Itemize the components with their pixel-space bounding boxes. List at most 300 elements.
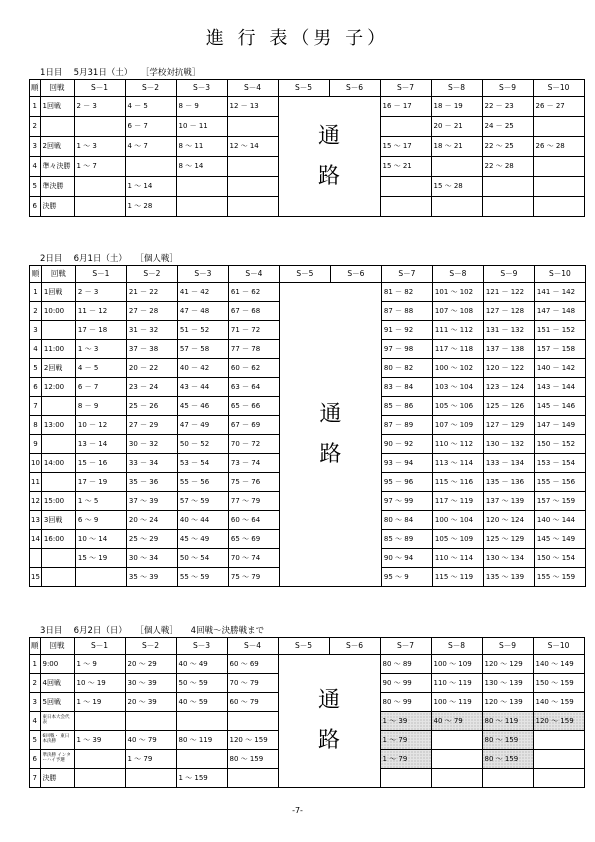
match-cell — [380, 197, 431, 217]
match-cell: 133 － 134 — [483, 454, 534, 473]
match-cell: 137 ～ 139 — [483, 492, 534, 511]
match-cell: 155 － 156 — [534, 473, 585, 492]
match-cell: 40 － 42 — [177, 359, 228, 378]
match-cell — [431, 197, 482, 217]
match-cell: 20 ～ 29 — [125, 655, 176, 674]
match-cell: 50 ～ 59 — [176, 674, 227, 693]
match-cell: 80 ～ 119 — [482, 712, 533, 731]
match-cell: 53 － 54 — [177, 454, 228, 473]
match-cell: 135 － 136 — [483, 473, 534, 492]
match-cell: 107 ～ 108 — [432, 302, 483, 321]
round-cell: 13:00 — [41, 416, 75, 435]
match-cell: 23 － 24 — [126, 378, 177, 397]
passage-char: 通 — [317, 123, 340, 149]
match-cell: 90 ～ 99 — [380, 674, 431, 693]
match-cell: 85 － 86 — [381, 397, 432, 416]
order-cell: 10 — [30, 454, 42, 473]
match-cell: 26 ～ 28 — [533, 137, 584, 157]
match-cell: 35 ～ 39 — [126, 568, 177, 587]
match-cell: 2 － 3 — [74, 97, 125, 117]
match-cell: 150 ～ 159 — [533, 674, 584, 693]
match-cell: 140 － 142 — [534, 359, 585, 378]
match-cell: 77 － 78 — [228, 340, 279, 359]
header-row — [30, 266, 586, 283]
round-cell: 15:00 — [41, 492, 75, 511]
match-cell: 47 － 48 — [177, 302, 228, 321]
match-cell — [533, 117, 584, 137]
column-header: S－9 — [483, 266, 534, 283]
column-header: S－5 — [278, 638, 329, 655]
match-cell: 20 ～ 39 — [125, 693, 176, 712]
match-cell — [74, 769, 125, 788]
match-cell: 100 ～ 109 — [431, 655, 482, 674]
passage-char: 通 — [317, 688, 340, 714]
round-cell: 東日本大会代表 — [40, 712, 74, 731]
column-header: S－10 — [534, 266, 585, 283]
order-cell: 5 — [30, 177, 41, 197]
match-cell: 15 ～ 21 — [380, 157, 431, 177]
match-cell: 71 － 72 — [228, 321, 279, 340]
column-header: S－7 — [380, 638, 431, 655]
match-cell: 21 － 22 — [126, 283, 177, 302]
table-row — [30, 283, 586, 302]
match-cell: 83 － 84 — [381, 378, 432, 397]
match-cell: 97 － 98 — [381, 340, 432, 359]
order-cell: 7 — [30, 769, 41, 788]
match-cell: 2 － 3 — [75, 283, 126, 302]
match-cell — [227, 117, 278, 137]
match-cell: 1 ～ 7 — [74, 157, 125, 177]
match-cell: 27 － 29 — [126, 416, 177, 435]
match-cell: 10 － 11 — [176, 117, 227, 137]
match-cell: 110 ～ 119 — [431, 674, 482, 693]
match-cell: 117 ～ 119 — [432, 492, 483, 511]
column-header: S－10 — [533, 80, 584, 97]
match-cell: 80 ～ 159 — [482, 750, 533, 769]
match-cell: 47 － 49 — [177, 416, 228, 435]
match-cell — [75, 568, 126, 587]
column-header: 順 — [30, 638, 41, 655]
column-header: S－3 — [176, 80, 227, 97]
round-cell: 5回戦 — [40, 693, 74, 712]
column-header: S－3 — [176, 638, 227, 655]
match-cell: 15 ～ 17 — [380, 137, 431, 157]
round-cell: 14:00 — [41, 454, 75, 473]
column-header: S－2 — [125, 80, 176, 97]
order-cell: 3 — [30, 693, 41, 712]
match-cell: 113 ～ 114 — [432, 454, 483, 473]
table-row — [30, 97, 585, 117]
match-cell: 100 ～ 104 — [432, 511, 483, 530]
match-cell: 8 － 9 — [176, 97, 227, 117]
match-cell: 22 ～ 28 — [482, 157, 533, 177]
column-header: 回戦 — [41, 266, 75, 283]
day1-table — [29, 79, 585, 217]
table-row — [30, 655, 585, 674]
match-cell: 30 ～ 39 — [125, 674, 176, 693]
match-cell: 105 ～ 109 — [432, 530, 483, 549]
order-cell: 6 — [30, 750, 41, 769]
match-cell: 30 ～ 34 — [126, 549, 177, 568]
match-cell — [227, 712, 278, 731]
column-header: S－4 — [227, 80, 278, 97]
round-cell: 準決勝 — [40, 177, 74, 197]
round-cell: 1回戦 — [41, 283, 75, 302]
match-cell: 22 ～ 25 — [482, 137, 533, 157]
order-cell: 12 — [30, 492, 42, 511]
column-header: S－7 — [380, 80, 431, 97]
column-header: 順 — [30, 266, 42, 283]
match-cell: 8 ～ 14 — [176, 157, 227, 177]
match-cell: 1 ～ 79 — [380, 731, 431, 750]
match-cell: 40 ～ 49 — [176, 655, 227, 674]
match-cell: 117 ～ 118 — [432, 340, 483, 359]
order-cell: 7 — [30, 397, 42, 416]
match-cell: 140 ～ 149 — [533, 655, 584, 674]
match-cell: 57 ～ 59 — [177, 492, 228, 511]
round-cell: 3回戦 — [41, 511, 75, 530]
passage-block — [278, 655, 380, 788]
match-cell — [125, 157, 176, 177]
match-cell: 120 ～ 159 — [533, 712, 584, 731]
match-cell: 87 － 88 — [381, 302, 432, 321]
match-cell: 95 ～ 9 — [381, 568, 432, 587]
match-cell: 16 － 17 — [380, 97, 431, 117]
match-cell: 45 － 46 — [177, 397, 228, 416]
match-cell — [533, 197, 584, 217]
match-cell — [533, 157, 584, 177]
round-cell: 11:00 — [41, 340, 75, 359]
match-cell: 41 － 42 — [177, 283, 228, 302]
column-header: S－9 — [482, 80, 533, 97]
match-cell: 1 ～ 79 — [380, 750, 431, 769]
round-cell: 9:00 — [40, 655, 74, 674]
round-cell — [41, 321, 75, 340]
order-cell: 5 — [30, 731, 41, 750]
day3-header: 3日目 6月2日（日） ［個人戦］ 4回戦～決勝戦まで — [40, 626, 265, 636]
match-cell: 60 ～ 79 — [227, 693, 278, 712]
match-cell: 10 － 12 — [75, 416, 126, 435]
match-cell — [227, 769, 278, 788]
match-cell: 1 ～ 5 — [75, 492, 126, 511]
match-cell: 30 － 32 — [126, 435, 177, 454]
passage-block — [279, 283, 381, 587]
match-cell: 80 ～ 159 — [482, 731, 533, 750]
match-cell: 111 ～ 112 — [432, 321, 483, 340]
round-cell: 決勝 — [40, 769, 74, 788]
match-cell: 40 ～ 79 — [125, 731, 176, 750]
match-cell: 130 ～ 134 — [483, 549, 534, 568]
match-cell: 125 － 126 — [483, 397, 534, 416]
match-cell: 80 ～ 119 — [176, 731, 227, 750]
match-cell: 123 － 124 — [483, 378, 534, 397]
match-cell: 130 ～ 139 — [482, 674, 533, 693]
match-cell: 145 － 146 — [534, 397, 585, 416]
match-cell: 40 ～ 59 — [176, 693, 227, 712]
match-cell: 67 － 69 — [228, 416, 279, 435]
match-cell: 125 ～ 129 — [483, 530, 534, 549]
match-cell: 1 ～ 19 — [74, 693, 125, 712]
match-cell: 20 － 22 — [126, 359, 177, 378]
match-cell: 24 － 25 — [482, 117, 533, 137]
match-cell: 20 － 21 — [431, 117, 482, 137]
match-cell: 140 ～ 159 — [533, 693, 584, 712]
match-cell — [125, 712, 176, 731]
header-row — [30, 638, 585, 655]
match-cell: 13 － 14 — [75, 435, 126, 454]
match-cell: 90 ～ 94 — [381, 549, 432, 568]
round-cell: 決勝 — [40, 197, 74, 217]
match-cell: 35 － 36 — [126, 473, 177, 492]
order-cell: 2 — [30, 117, 41, 137]
order-cell: 1 — [30, 283, 42, 302]
order-cell: 1 — [30, 97, 41, 117]
column-header: S－3 — [177, 266, 228, 283]
order-cell: 2 — [30, 674, 41, 693]
match-cell — [74, 712, 125, 731]
column-header: 回戦 — [40, 638, 74, 655]
match-cell: 120 ～ 129 — [482, 655, 533, 674]
column-header: 回戦 — [40, 80, 74, 97]
match-cell: 15 ～ 19 — [75, 549, 126, 568]
match-cell: 15 － 16 — [75, 454, 126, 473]
match-cell: 25 － 26 — [126, 397, 177, 416]
match-cell — [380, 117, 431, 137]
round-cell: 4回戦 — [40, 674, 74, 693]
match-cell: 101 ～ 102 — [432, 283, 483, 302]
round-cell: 6回戦・ 東日本決勝 — [40, 731, 74, 750]
match-cell: 141 － 142 — [534, 283, 585, 302]
match-cell: 11 － 12 — [75, 302, 126, 321]
round-cell — [41, 473, 75, 492]
match-cell: 4 － 5 — [75, 359, 126, 378]
match-cell: 150 － 152 — [534, 435, 585, 454]
match-cell: 4 － 5 — [125, 97, 176, 117]
match-cell: 61 － 62 — [228, 283, 279, 302]
round-cell: 16:00 — [41, 530, 75, 549]
match-cell: 57 － 58 — [177, 340, 228, 359]
match-cell: 115 ～ 119 — [432, 568, 483, 587]
match-cell: 80 ～ 89 — [380, 655, 431, 674]
round-cell: 2回戦 — [41, 359, 75, 378]
order-cell: 2 — [30, 302, 42, 321]
order-cell: 4 — [30, 157, 41, 177]
match-cell: 10 ～ 19 — [74, 674, 125, 693]
match-cell — [482, 177, 533, 197]
match-cell — [533, 731, 584, 750]
column-header: S－2 — [126, 266, 177, 283]
match-cell: 37 － 38 — [126, 340, 177, 359]
match-cell — [227, 197, 278, 217]
match-cell: 153 － 154 — [534, 454, 585, 473]
day2-table — [29, 265, 586, 587]
match-cell: 1 ～ 39 — [74, 731, 125, 750]
match-cell: 93 － 94 — [381, 454, 432, 473]
match-cell — [431, 750, 482, 769]
match-cell: 130 － 132 — [483, 435, 534, 454]
column-header: S－8 — [431, 80, 482, 97]
column-header: S－7 — [381, 266, 432, 283]
order-cell: 14 — [30, 530, 42, 549]
match-cell: 127 － 128 — [483, 302, 534, 321]
match-cell: 43 － 44 — [177, 378, 228, 397]
match-cell: 100 ～ 102 — [432, 359, 483, 378]
match-cell: 73 － 74 — [228, 454, 279, 473]
round-cell: 準決勝 インターハイ予選 — [40, 750, 74, 769]
match-cell: 22 － 23 — [482, 97, 533, 117]
round-cell: 12:00 — [41, 378, 75, 397]
match-cell — [74, 177, 125, 197]
match-cell: 131 － 132 — [483, 321, 534, 340]
column-header: S－4 — [228, 266, 279, 283]
match-cell: 6 ～ 9 — [75, 511, 126, 530]
match-cell: 15 ～ 28 — [431, 177, 482, 197]
match-cell: 95 － 96 — [381, 473, 432, 492]
match-cell: 31 － 32 — [126, 321, 177, 340]
match-cell: 1 ～ 3 — [75, 340, 126, 359]
match-cell: 147 － 149 — [534, 416, 585, 435]
match-cell: 25 ～ 29 — [126, 530, 177, 549]
round-cell — [40, 117, 74, 137]
match-cell — [380, 177, 431, 197]
match-cell: 157 ～ 159 — [534, 492, 585, 511]
order-cell: 3 — [30, 137, 41, 157]
match-cell: 70 ～ 74 — [228, 549, 279, 568]
match-cell — [227, 157, 278, 177]
match-cell: 20 ～ 24 — [126, 511, 177, 530]
match-cell: 140 ～ 144 — [534, 511, 585, 530]
match-cell: 10 ～ 14 — [75, 530, 126, 549]
match-cell: 150 ～ 154 — [534, 549, 585, 568]
match-cell: 147 － 148 — [534, 302, 585, 321]
match-cell: 75 ～ 79 — [228, 568, 279, 587]
order-cell: 4 — [30, 340, 42, 359]
match-cell: 70 － 72 — [228, 435, 279, 454]
column-header: S－9 — [482, 638, 533, 655]
match-cell: 67 － 68 — [228, 302, 279, 321]
column-header: S－6 — [330, 266, 381, 283]
match-cell: 137 － 138 — [483, 340, 534, 359]
order-cell — [30, 549, 42, 568]
day1-header: 1日目 5月31日（土） ［学校対抗戦］ — [40, 68, 201, 78]
match-cell: 91 － 92 — [381, 321, 432, 340]
match-cell: 110 ～ 112 — [432, 435, 483, 454]
order-cell: 13 — [30, 511, 42, 530]
match-cell: 127 － 129 — [483, 416, 534, 435]
match-cell: 17 － 19 — [75, 473, 126, 492]
match-cell: 50 － 52 — [177, 435, 228, 454]
passage-block — [278, 97, 380, 217]
match-cell: 60 ～ 69 — [227, 655, 278, 674]
match-cell: 115 ～ 116 — [432, 473, 483, 492]
match-cell: 121 － 122 — [483, 283, 534, 302]
round-cell: 準々決勝 — [40, 157, 74, 177]
match-cell: 145 ～ 149 — [534, 530, 585, 549]
match-cell: 143 － 144 — [534, 378, 585, 397]
column-header: S－5 — [279, 266, 330, 283]
order-cell: 9 — [30, 435, 42, 454]
column-header: S－2 — [125, 638, 176, 655]
order-cell: 5 — [30, 359, 42, 378]
match-cell: 65 － 66 — [228, 397, 279, 416]
day3-table — [29, 637, 585, 788]
match-cell: 120 ～ 139 — [482, 693, 533, 712]
match-cell — [176, 177, 227, 197]
match-cell: 1 ～ 28 — [125, 197, 176, 217]
order-cell: 6 — [30, 197, 41, 217]
column-header: S－1 — [75, 266, 126, 283]
match-cell: 27 － 28 — [126, 302, 177, 321]
match-cell: 8 － 9 — [75, 397, 126, 416]
match-cell: 51 － 52 — [177, 321, 228, 340]
column-header: S－8 — [431, 638, 482, 655]
match-cell — [380, 769, 431, 788]
round-cell — [41, 397, 75, 416]
match-cell: 40 ～ 79 — [431, 712, 482, 731]
round-cell — [41, 568, 75, 587]
match-cell — [74, 117, 125, 137]
passage-char: 路 — [317, 163, 340, 189]
match-cell: 55 ～ 59 — [177, 568, 228, 587]
match-cell: 90 － 92 — [381, 435, 432, 454]
column-header: S－10 — [533, 638, 584, 655]
day2-header: 2日目 6月1日（土） ［個人戦］ — [40, 254, 178, 264]
match-cell: 107 ～ 109 — [432, 416, 483, 435]
match-cell: 17 － 18 — [75, 321, 126, 340]
page-title: 進 行 表（男 子） — [205, 28, 390, 49]
order-cell: 3 — [30, 321, 42, 340]
match-cell — [176, 197, 227, 217]
match-cell: 26 － 27 — [533, 97, 584, 117]
match-cell: 97 ～ 99 — [381, 492, 432, 511]
match-cell — [533, 750, 584, 769]
match-cell — [125, 769, 176, 788]
match-cell: 1 ～ 79 — [125, 750, 176, 769]
match-cell — [74, 750, 125, 769]
match-cell: 81 － 82 — [381, 283, 432, 302]
match-cell — [482, 197, 533, 217]
column-header: S－8 — [432, 266, 483, 283]
match-cell: 12 ～ 14 — [227, 137, 278, 157]
match-cell: 1 ～ 39 — [380, 712, 431, 731]
order-cell: 4 — [30, 712, 41, 731]
column-header: S－1 — [74, 638, 125, 655]
match-cell: 12 － 13 — [227, 97, 278, 117]
match-cell: 103 ～ 104 — [432, 378, 483, 397]
match-cell: 87 － 89 — [381, 416, 432, 435]
match-cell: 80 ～ 159 — [227, 750, 278, 769]
match-cell: 135 ～ 139 — [483, 568, 534, 587]
match-cell: 40 ～ 44 — [177, 511, 228, 530]
column-header: 順 — [30, 80, 41, 97]
order-cell: 6 — [30, 378, 42, 397]
round-cell: 2回戦 — [40, 137, 74, 157]
match-cell — [176, 750, 227, 769]
match-cell: 1 ～ 3 — [74, 137, 125, 157]
match-cell: 80 ～ 84 — [381, 511, 432, 530]
round-cell — [41, 435, 75, 454]
match-cell — [431, 731, 482, 750]
column-header: S－4 — [227, 638, 278, 655]
round-cell — [41, 549, 75, 568]
match-cell: 6 － 7 — [125, 117, 176, 137]
match-cell: 4 ～ 7 — [125, 137, 176, 157]
match-cell: 60 ～ 64 — [228, 511, 279, 530]
order-cell: 1 — [30, 655, 41, 674]
order-cell: 8 — [30, 416, 42, 435]
match-cell — [176, 712, 227, 731]
match-cell — [482, 769, 533, 788]
